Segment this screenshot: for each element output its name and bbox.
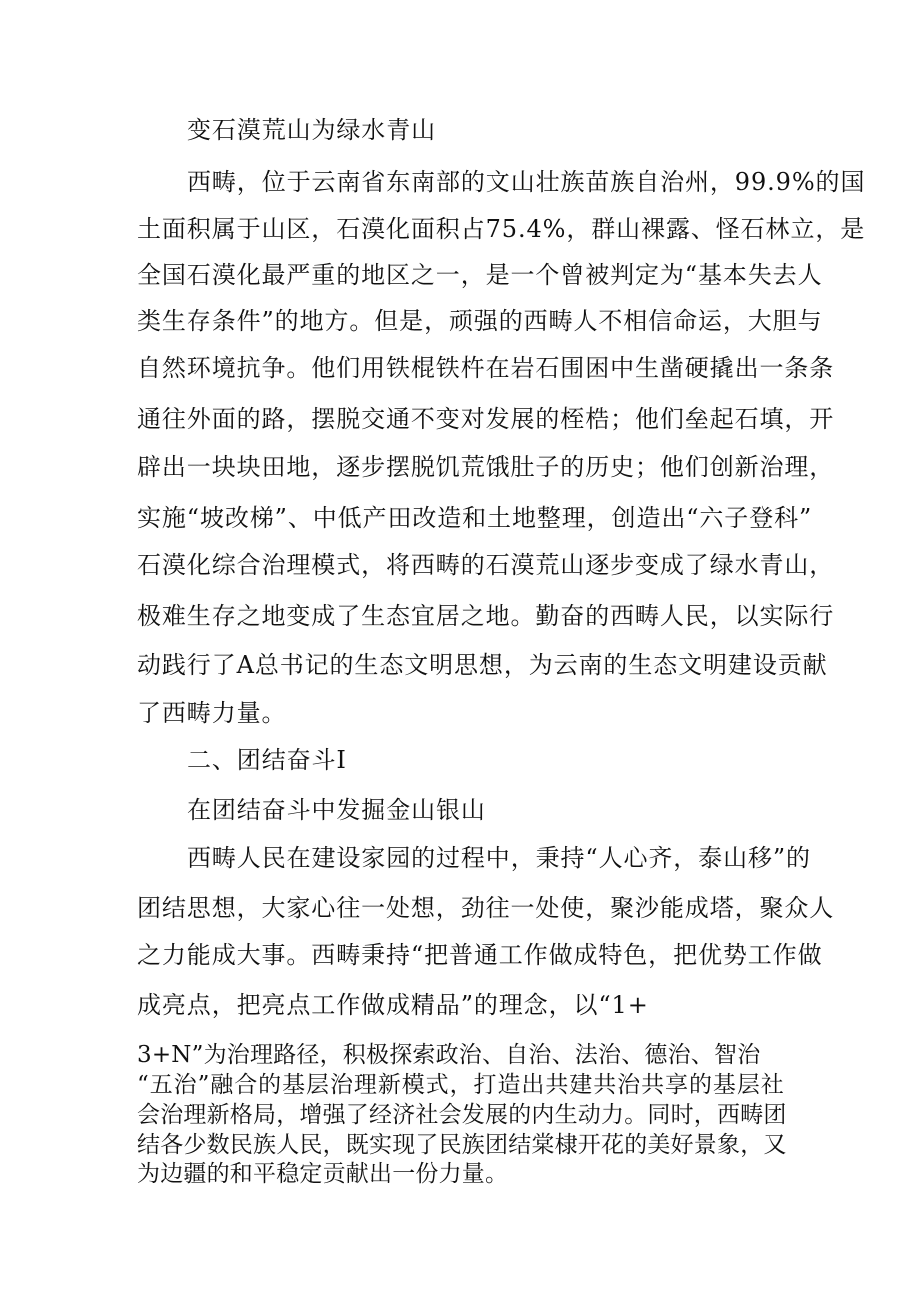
paragraph-line: 全国石漠化最严重的地区之一，是一个曾被判定为“基本失去人: [137, 261, 823, 289]
paragraph-line: 了西畴力量。: [137, 699, 287, 727]
paragraph-line: 成亮点，把亮点工作做成精品”的理念，以“1+: [137, 991, 649, 1019]
paragraph-line: 辟出一块块田地，逐步摆脱饥荒饿肚子的历史；他们创新治理，: [137, 453, 835, 481]
paragraph-line: 类生存条件”的地方。但是，顽强的西畴人不相信命运，大胆与: [137, 307, 823, 335]
paragraph-line: 动践行了A总书记的生态文明思想，为云南的生态文明建设贡献: [137, 651, 828, 679]
heading-unity: 在团结奋斗中发掘金山银山: [187, 796, 486, 824]
paragraph-line: 会治理新格局，增强了经济社会发展的内生动力。同时，西畴团: [137, 1102, 787, 1128]
paragraph-line: 土面积属于山区，石漠化面积占75.4%，群山裸露、怪石林立，是: [137, 215, 866, 243]
paragraph-line: 极难生存之地变成了生态宜居之地。勤奋的西畴人民，以实际行: [137, 602, 835, 630]
paragraph-line: 为边疆的和平稳定贡献出一份力量。: [137, 1161, 509, 1187]
paragraph-line: 西畴，位于云南省东南部的文山壮族苗族自治州，99.9%的国: [187, 168, 866, 196]
paragraph-line: 实施“坡改梯”、中低产田改造和土地整理，创造出“六子登科”: [137, 504, 813, 532]
paragraph-line: “五治”融合的基层治理新模式，打造出共建共治共享的基层社: [137, 1072, 784, 1098]
paragraph-line: 石漠化综合治理模式，将西畴的石漠荒山逐步变成了绿水青山，: [137, 551, 835, 579]
section-title: 二、团结奋斗I: [187, 746, 347, 774]
paragraph-line: 3+N”为治理路径，积极探索政治、自治、法治、德治、智治: [137, 1042, 761, 1068]
paragraph-line: 西畴人民在建设家园的过程中，秉持“人心齐，泰山移”的: [187, 844, 811, 872]
paragraph-line: 团结思想，大家心往一处想，劲往一处使，聚沙能成塔，聚众人: [137, 894, 835, 922]
paragraph-line: 结各少数民族人民，既实现了民族团结棠棣开花的美好景象，又: [137, 1132, 787, 1158]
paragraph-line: 自然环境抗争。他们用铁棍铁杵在岩石围困中生凿硬撬出一条条: [137, 354, 835, 382]
paragraph-line: 之力能成大事。西畴秉持“把普通工作做成特色，把优势工作做: [137, 941, 823, 969]
heading-ecology: 变石漠荒山为绿水青山: [187, 116, 436, 144]
paragraph-line: 通往外面的路，摆脱交通不变对发展的桎梏；他们垒起石填，开: [137, 405, 835, 433]
